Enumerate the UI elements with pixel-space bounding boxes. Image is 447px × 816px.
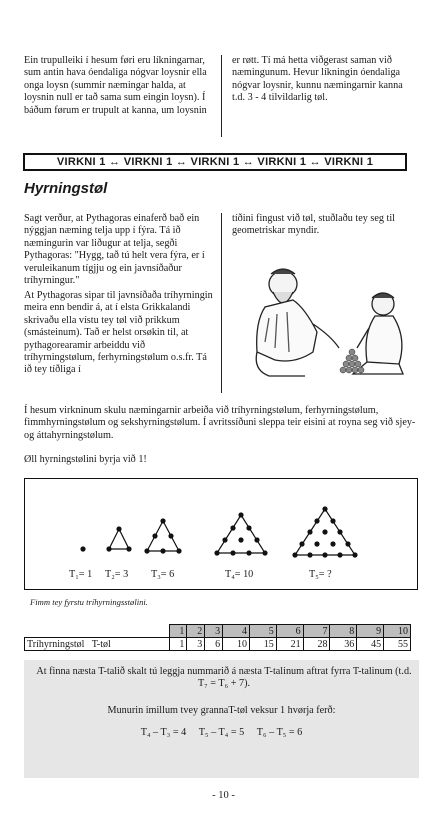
pythagoras-paragraph-1: Sagt verður, at Pythagoras einaferð bað ein nýggjan næming telja upp í fýra. Tá ið næmingurin var liðugur at telja, segði Pythagoras: "Hygg, tað tú helt vera fýra, er í veruleikanum tígjju og ein javnsíðaður tríhyrningur." — [24, 213, 205, 287]
label-t4: T₄= 10 — [225, 569, 254, 580]
header-cell: 9 — [357, 625, 384, 638]
value-cell: 21 — [276, 638, 303, 651]
row-label: Tríhyrningstøl T-tøl — [25, 638, 170, 651]
value-cell: 6 — [205, 638, 223, 651]
section-heading: Hyrningstøl — [24, 180, 108, 197]
header-cell: 4 — [223, 625, 250, 638]
label-t2: T₂= 3 — [105, 569, 129, 580]
triangular-numbers-table — [24, 624, 411, 651]
label-t3: T₃= 6 — [151, 569, 175, 580]
table-row — [25, 638, 411, 651]
value-cell: 45 — [357, 638, 384, 651]
header-cell: 2 — [187, 625, 205, 638]
table-header-row — [25, 625, 411, 638]
header-cell: 6 — [276, 625, 303, 638]
difference-equations: T₄ – T₃ = 4 T₅ – T₄ = 5 T₆ – T₅ = 6 — [140, 727, 303, 738]
value-cell: 55 — [384, 638, 411, 651]
all-start-with-one: Øll hyrningstølini byrja við 1! — [24, 454, 147, 465]
activity-description: Í hesum virkninum skulu næmingarnir arbeiða við tríhyrningstølum, ferhyrningstølum, fimmhyrningstølum og sekshyrningstølum. Í avritssíðuni sleppa teir eisini at royna seg við sjey- og áttahyrningstølum. — [24, 405, 416, 441]
header-cell: 7 — [303, 625, 330, 638]
next-t-number-rule: At finna næsta T-talið skalt tú leggja nummarið á næsta T-talinum aftrat fyrra T-talinum (t.d. T₇ = T₆ + 7). — [36, 666, 412, 690]
column-divider-top — [221, 55, 222, 137]
triangular-numbers-figure — [24, 478, 418, 590]
column-divider-section — [221, 213, 222, 393]
value-cell: 28 — [303, 638, 330, 651]
header-cell: 10 — [384, 625, 411, 638]
figure-caption: Fimm tey fyrstu tríhyrningsstølini. — [30, 597, 148, 607]
label-t5: T₅= ? — [309, 569, 332, 580]
value-cell: 36 — [330, 638, 357, 651]
pythagoras-paragraph-2: At Pythagoras sipar til javnsíðaða tríhyrningin meira enn bendir á, at í elsta Grikkalandi skrivaðu ella vístu tey tøl við prikkum (smásteinum). Tað er helst orsøkin til, at pythagorearamir arbeiddu við tríhyrningstølum, ferhyrningstølum o.s.fr. Tá ið tey tíðliga í — [24, 290, 213, 376]
header-cell: 1 — [169, 625, 187, 638]
table-corner — [25, 625, 170, 638]
top-right-paragraph: er røtt. Tí má hetta viðgerast saman við næmingunum. Hevur líkningin óendaliga nógvar loysnir, kunnu næmingarnir kanna t.d. 3 - 4 tilvildarlig tøl. — [232, 55, 403, 104]
header-cell: 5 — [249, 625, 276, 638]
header-cell: 8 — [330, 625, 357, 638]
value-cell: 3 — [187, 638, 205, 651]
page-number: - 10 - — [212, 790, 235, 801]
label-t1: T₁= 1 — [69, 569, 93, 580]
value-cell: 1 — [169, 638, 187, 651]
pythagoras-paragraph-right: tíðini fingust við tøl, stuðlaðu tey seg til geometriskar myndir. — [232, 213, 395, 237]
header-cell: 3 — [205, 625, 223, 638]
value-cell: 10 — [223, 638, 250, 651]
difference-statement: Munurin imillum tvey grannaT-tøl veksur 1 hvørja ferð: — [107, 705, 336, 716]
top-left-paragraph: Ein trupulleiki í hesum føri eru líkningarnar, sum antin hava óendaliga nógvar loysnir ella onga loysn (summir næmingar halda, at loysnin null er tað sama sum eingin loysn). Í báðum førum er trupult at kanna, um loysnin — [24, 55, 207, 116]
value-cell: 15 — [249, 638, 276, 651]
activity-banner: VIRKNI 1 ↔ VIRKNI 1 ↔ VIRKNI 1 ↔ VIRKNI 1 ↔ VIRKNI 1 — [23, 153, 407, 171]
pythagoras-illustration — [235, 252, 415, 392]
